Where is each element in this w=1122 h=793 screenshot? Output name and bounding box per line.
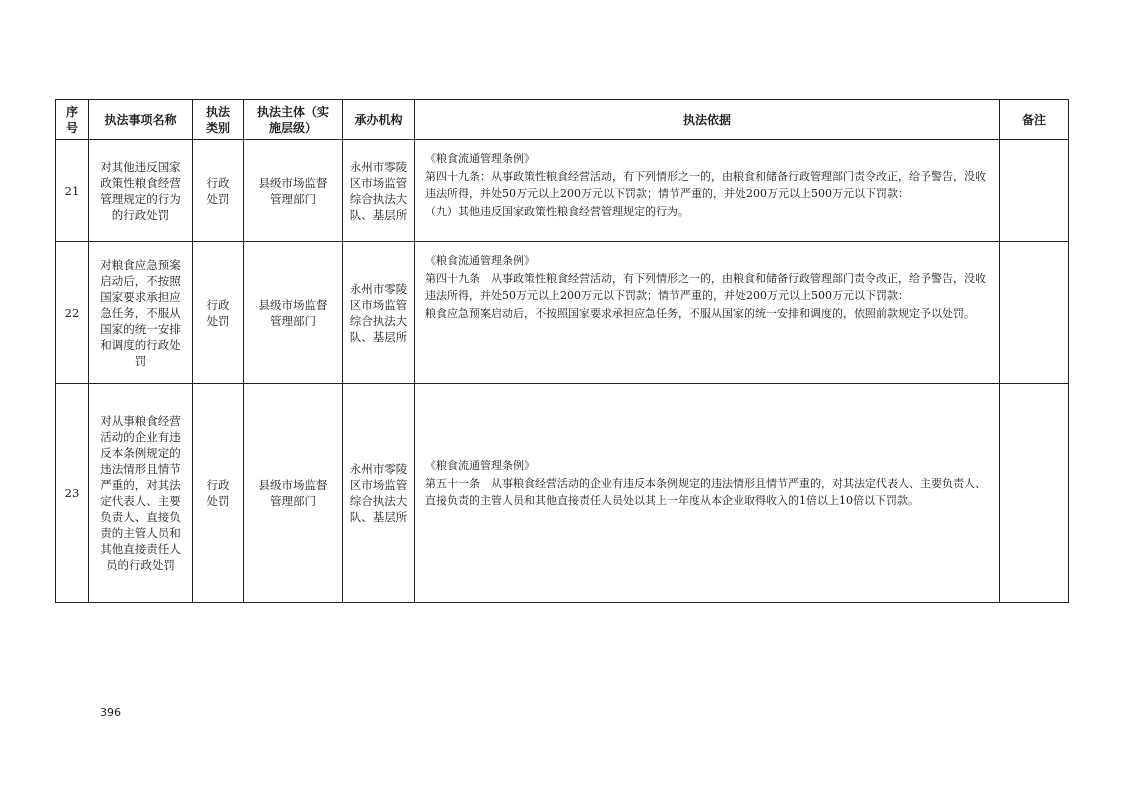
- row-basis: [415, 140, 1000, 242]
- row-category: 行政处罚: [193, 384, 244, 603]
- row-basis: [415, 242, 1000, 384]
- row-name: 对粮食应急预案启动后，不按照国家要求承担应急任务，不服从国家的统一安排和调度的行政处罚: [89, 242, 193, 384]
- row-name: 对其他违反国家政策性粮食经营管理规定的行为的行政处罚: [89, 140, 193, 242]
- enforcement-table: [55, 99, 1069, 603]
- header-row: [56, 100, 1069, 140]
- row-agency: 永州市零陵区市场监管综合执法大队、基层所: [343, 384, 415, 603]
- row-remarks: [1000, 384, 1069, 603]
- header-basis: 执法依据: [415, 100, 1000, 140]
- basis-line: 第四十九条：从事政策性粮食经营活动，有下列情形之一的，由粮食和储备行政管理部门责令改正，给予警告，没收违法所得，并处50万元以上200万元以下罚款；情节严重的，并处200万元以上500万元以下罚款：: [425, 169, 986, 200]
- header-name: 执法事项名称: [89, 100, 193, 140]
- basis-line: （九）其他违反国家政策性粮食经营管理规定的行为。: [425, 204, 689, 218]
- row-category: 行政处罚: [193, 242, 244, 384]
- header-seq: 序号: [56, 100, 89, 140]
- row-seq: 22: [56, 242, 89, 384]
- row-seq: 23: [56, 384, 89, 603]
- header-subject: 执法主体（实施层级）: [244, 100, 343, 140]
- table-row: [56, 140, 1069, 242]
- basis-line: 粮食应急预案启动后，不按照国家要求承担应急任务，不服从国家的统一安排和调度的，依照前款规定予以处罚。: [425, 306, 975, 320]
- table-row: [56, 242, 1069, 384]
- header-category: 执法类别: [193, 100, 244, 140]
- page-number: 396: [100, 706, 121, 719]
- row-subject: 县级市场监督管理部门: [244, 384, 343, 603]
- basis-line: 《粮食流通管理条例》: [425, 152, 535, 165]
- header-remarks: 备注: [1000, 100, 1069, 140]
- basis-line: 《粮食流通管理条例》: [425, 459, 535, 472]
- row-remarks: [1000, 242, 1069, 384]
- row-subject: 县级市场监督管理部门: [244, 140, 343, 242]
- row-seq: 21: [56, 140, 89, 242]
- row-agency: 永州市零陵区市场监管综合执法大队、基层所: [343, 140, 415, 242]
- header-agency: 承办机构: [343, 100, 415, 140]
- row-agency: 永州市零陵区市场监管综合执法大队、基层所: [343, 242, 415, 384]
- row-basis: [415, 384, 1000, 603]
- row-name: 对从事粮食经营活动的企业有违反本条例规定的违法情形且情节严重的，对其法定代表人、主要负责人、直接负责的主管人员和其他直接责任人员的行政处罚: [89, 384, 193, 603]
- row-remarks: [1000, 140, 1069, 242]
- basis-line: 第四十九条 从事政策性粮食经营活动，有下列情形之一的，由粮食和储备行政管理部门责令改正，给予警告，没收违法所得，并处50万元以上200万元以下罚款；情节严重的，并处200万元以上500万元以下罚款：: [425, 271, 986, 302]
- table-row: [56, 384, 1069, 603]
- row-category: 行政处罚: [193, 140, 244, 242]
- row-subject: 县级市场监督管理部门: [244, 242, 343, 384]
- basis-line: 《粮食流通管理条例》: [425, 254, 535, 267]
- basis-line: 第五十一条 从事粮食经营活动的企业有违反本条例规定的违法情形且情节严重的，对其法定代表人、主要负责人、直接负责的主管人员和其他直接责任人员处以其上一年度从本企业取得收入的1倍以上10倍以下罚款。: [425, 476, 986, 507]
